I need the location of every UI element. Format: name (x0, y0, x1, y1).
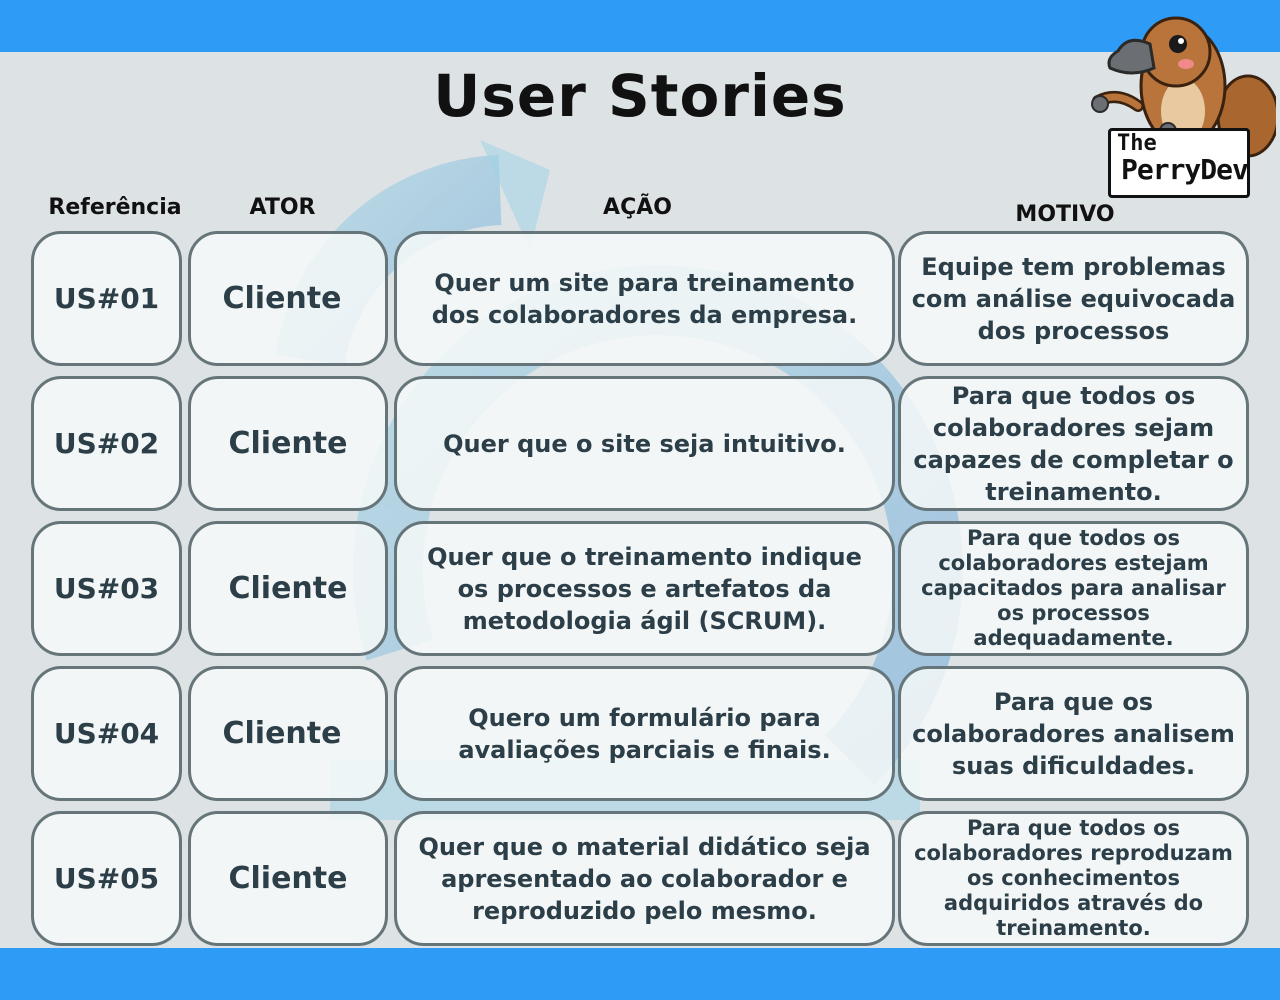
page-title: User Stories (433, 62, 847, 130)
ref-cell: US#03 (31, 521, 182, 656)
header-ator: ATOR (249, 195, 316, 220)
action-cell: Quer que o site seja intuitivo. (394, 376, 895, 511)
action-cell: Quer que o material didático seja apresentado ao colaborador e reproduzido pelo mesmo. (394, 811, 895, 946)
motive-cell: Para que os colaboradores analisem suas dificuldades. (898, 666, 1249, 801)
action-cell: Quer um site para treinamento dos colaboradores da empresa. (394, 231, 895, 366)
ref-cell: US#04 (31, 666, 182, 801)
ref-cell: US#02 (31, 376, 182, 511)
ref-cell: US#01 (31, 231, 182, 366)
header-motivo: MOTIVO (1015, 202, 1115, 227)
actor-cell: Cliente (188, 521, 388, 656)
action-cell: Quero um formulário para avaliações parciais e finais. (394, 666, 895, 801)
actor-cell: Cliente (188, 811, 388, 946)
header-acao: AÇÃO (603, 195, 672, 220)
motive-cell: Para que todos os colaboradores reproduzam os conhecimentos adquiridos através do treinamento. (898, 811, 1249, 946)
motive-cell: Para que todos os colaboradores sejam capazes de completar o treinamento. (898, 376, 1249, 511)
header-referencia: Referência (48, 195, 182, 220)
actor-cell: Cliente (188, 376, 388, 511)
logo-text-perrydev: PerryDev (1121, 153, 1248, 186)
ref-cell: US#05 (31, 811, 182, 946)
action-cell: Quer que o treinamento indique os processos e artefatos da metodologia ágil (SCRUM). (394, 521, 895, 656)
bottom-bar (0, 948, 1280, 1000)
actor-cell: Cliente (188, 666, 388, 801)
logo-text-the: The (1117, 131, 1157, 156)
actor-cell: Cliente (188, 231, 388, 366)
motive-cell: Para que todos os colaboradores estejam capacitados para analisar os processos adequadamente. (898, 521, 1249, 656)
motive-cell: Equipe tem problemas com análise equivocada dos processos (898, 231, 1249, 366)
logo-badge (1108, 128, 1250, 198)
